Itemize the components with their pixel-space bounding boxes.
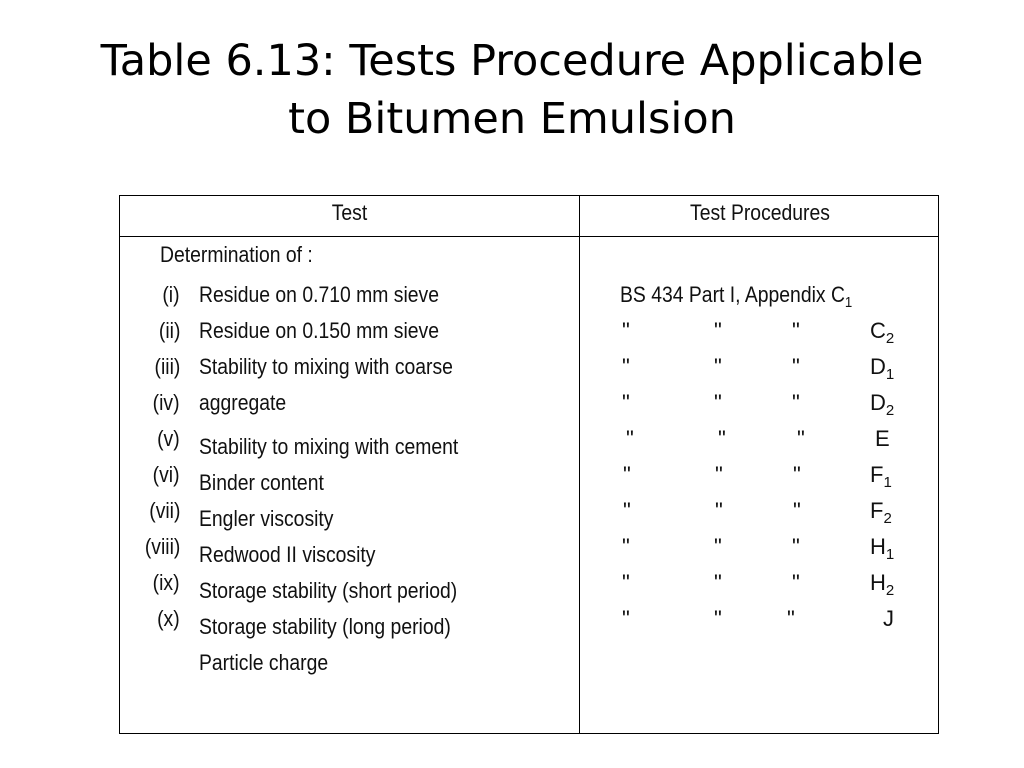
procedure-letter: D <box>870 354 886 379</box>
procedure-code <box>870 570 895 599</box>
test-description: Storage stability (long period) <box>199 614 451 639</box>
procedure-letter: J <box>883 606 894 631</box>
procedure-letter: H <box>870 570 886 595</box>
procedure-row <box>580 462 940 492</box>
ditto-mark: " <box>718 426 726 451</box>
procedure-subscript: 1 <box>844 294 853 311</box>
numeral-v: (v) <box>157 426 180 451</box>
ditto-mark: " <box>714 570 722 595</box>
ditto-mark: " <box>626 426 634 451</box>
header-divider <box>120 236 938 237</box>
test-description: aggregate <box>199 390 287 415</box>
ditto-mark: " <box>714 534 722 559</box>
ditto-mark: " <box>792 534 800 559</box>
test-description: Residue on 0.710 mm sieve <box>199 282 439 307</box>
ditto-mark: " <box>715 462 723 487</box>
numeral-ii: (ii) <box>158 318 180 343</box>
procedure-row <box>580 606 940 636</box>
procedure-row <box>580 426 940 456</box>
slide-title <box>0 32 1024 148</box>
numeral-iv: (iv) <box>153 390 180 415</box>
procedure-subscript: 1 <box>883 474 892 491</box>
numeral-iii: (iii) <box>154 354 180 379</box>
numeral-viii: (viii) <box>144 534 180 559</box>
procedure-code <box>883 606 894 632</box>
procedure-code <box>870 462 892 491</box>
procedure-subscript: 2 <box>883 510 892 527</box>
ditto-mark: " <box>787 606 795 631</box>
procedure-row <box>580 354 940 384</box>
procedure-code <box>870 354 895 383</box>
ditto-mark: " <box>792 570 800 595</box>
ditto-mark: " <box>793 462 801 487</box>
procedure-row <box>580 390 940 420</box>
test-description: Stability to mixing with coarse <box>199 354 453 379</box>
ditto-mark: " <box>793 498 801 523</box>
test-description: Residue on 0.150 mm sieve <box>199 318 439 343</box>
procedure-code <box>875 426 890 452</box>
ditto-mark: " <box>714 318 722 343</box>
procedure-text: BS 434 Part I, Appendix C <box>620 282 845 307</box>
procedure-letter: D <box>870 390 886 415</box>
procedure-code <box>870 498 892 527</box>
procedure-full-text <box>620 282 853 311</box>
test-description: Storage stability (short period) <box>199 578 458 603</box>
test-description: Stability to mixing with cement <box>199 434 459 459</box>
numeral-ix: (ix) <box>153 570 180 595</box>
test-description: Particle charge <box>199 650 329 675</box>
slide-title-line-1: Table 6.13: Tests Procedure Applicable <box>100 36 924 86</box>
test-description: Redwood II viscosity <box>199 542 376 567</box>
ditto-mark: " <box>714 354 722 379</box>
determination-intro: Determination of : <box>160 242 313 267</box>
procedure-subscript: 2 <box>885 402 895 419</box>
ditto-mark: " <box>623 462 631 487</box>
procedure-code <box>870 534 895 563</box>
ditto-mark: " <box>714 390 722 415</box>
procedure-row <box>580 498 940 528</box>
test-description: Engler viscosity <box>199 506 334 531</box>
ditto-mark: " <box>797 426 805 451</box>
ditto-mark: " <box>623 498 631 523</box>
header-test-procedures: Test Procedures <box>690 200 830 225</box>
procedure-subscript: 2 <box>885 582 895 599</box>
ditto-mark: " <box>622 390 630 415</box>
procedure-letter: C <box>870 318 886 343</box>
ditto-mark: " <box>715 498 723 523</box>
header-test: Test <box>331 200 368 225</box>
ditto-mark: " <box>792 318 800 343</box>
ditto-mark: " <box>792 390 800 415</box>
ditto-mark: " <box>622 606 630 631</box>
procedure-subscript: 2 <box>885 330 895 347</box>
ditto-mark: " <box>622 570 630 595</box>
numeral-i: (i) <box>162 282 180 307</box>
tests-table <box>119 195 939 734</box>
procedure-letter: F <box>870 462 884 487</box>
procedure-letter: F <box>870 498 884 523</box>
procedure-subscript: 1 <box>885 546 895 563</box>
ditto-mark: " <box>622 354 630 379</box>
procedure-letter: E <box>875 426 890 451</box>
procedure-row <box>580 318 940 348</box>
procedure-row <box>580 282 940 312</box>
ditto-mark: " <box>792 354 800 379</box>
procedure-row <box>580 534 940 564</box>
test-description: Binder content <box>199 470 324 495</box>
numeral-vii: (vii) <box>148 498 180 523</box>
slide-title-line-2: to Bitumen Emulsion <box>288 94 736 144</box>
procedure-row <box>580 570 940 600</box>
ditto-mark: " <box>622 534 630 559</box>
ditto-mark: " <box>622 318 630 343</box>
procedure-code <box>870 318 895 347</box>
procedure-letter: H <box>870 534 886 559</box>
numeral-x: (x) <box>157 606 180 631</box>
procedure-code <box>870 390 895 419</box>
numeral-vi: (vi) <box>153 462 180 487</box>
ditto-mark: " <box>714 606 722 631</box>
procedure-subscript: 1 <box>885 366 895 383</box>
